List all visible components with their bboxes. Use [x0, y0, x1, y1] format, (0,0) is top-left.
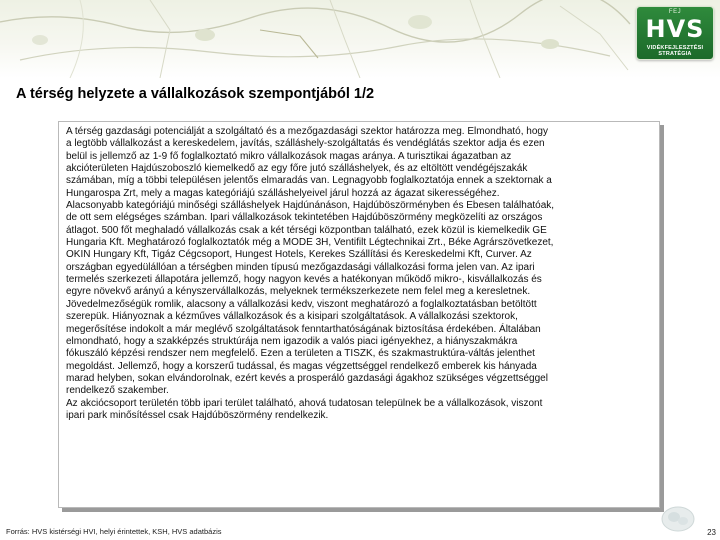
map-illustration: [0, 0, 720, 78]
map-banner: [0, 0, 720, 78]
hvs-logo: [636, 6, 714, 60]
logo-main-text: HVS: [645, 15, 705, 43]
page-title: A térség helyzete a vállalkozások szempontjából 1/2: [16, 86, 375, 102]
page-number: 23: [707, 528, 716, 537]
body-text: A térség gazdasági potenciálját a szolgáltató és a mezőgazdasági szektor határozza meg. Elmondható, hogy a legtöbb vállalkozást a kereskedelem, javítás, szálláshely-szolgáltatás és vendéglátás szektor adja és ezen belül is jellemző az 1-9 fő foglalkoztató mikro vállalkozások magas aránya. A turisztikai ágazatban az akcióterületen Hajdúszoboszló kiemelkedő az egy főre jutó szálláshelyek, és az eltöltött vendégéjszakák számában, míg a többi településen jelentős elmaradás van. Legnagyobb foglalkoztatója ennek a szektornak a Hungarospa Zrt, mely a magas kategóriájú szálláshelyeivel járul hozzá az ágazat sikerességéhez. Alacsonyabb kategóriájú minőségi szálláshelyek Hajdúnánáson, Hajdúböszörményben és Ebesen találhatóak, de ott sem elégséges számban. Ipari vállalkozások tekintetében Hajdúböszörmény megközelíti az országos átlagot. 500 főt meghaladó vállalkozás csak a két térségi központban található, ezek közül is kiemelkedik GE Hungaria Kft. Meghatározó foglalkoztatók még a MODE 3H, Ventifilt Légtechnikai Zrt., Béke Agrárszövetkezet, OKIN Hungary Kft, Tigáz Cégcsoport, Hungest Hotels, Kerekes Szállítási és Kereskedelmi Kft, Curver. Az országban egyedülállóan a térségben minden típusú mezőgazdasági vállalkozási forma jelen van. Az ipari termelés szerkezeti állapotára jellemző, hogy nagyon kevés a hatékonyan működő mikro-, kisvállalkozás és egyre növekvő arányú a kényszervállalkozás, melyeknek termékszerkezete nem felel meg a keresletnek. Jövedelmezőségük romlik, alacsony a vállalkozási kedv, viszont meghatározó a foglalkoztatásban betöltött szerepük. Hiányoznak a kézműves vállalkozások és a kisipari szolgáltatások. A vállalkozási szektorok, megerősítése indokolt a már meglévő szolgáltatások fenntarthatóságának biztosítása érdekében. Általában elmondható, hogy a szakképzés struktúrája nem igazodik a valós piaci igényekhez, a hiányszakmákra fókuszáló képzési rendszer nem megfelelő. Ezen a területen a TISZK, és szakmastruktúra-váltás jelenthet megoldást. Jellemző, hogy a korszerű tudással, és magas végzettséggel rendelkező emberek kis hányada marad helyben, sokan elvándorolnak, ezért kevés a prosperáló gazdasági ágakhoz szükséges végzettséggel rendelkező szakember. Az akciócsoport területén több ipari terület található, ahová tudatosan települnek be a vállalkozások, viszont ipari park minősítéssel csak Hajdúböszörmény rendelkezik.: [66, 126, 555, 421]
logo-top-text: FEJ: [668, 9, 682, 15]
logo-subtitle: VIDÉKFEJLESZTÉSI STRATÉGIA: [646, 45, 704, 57]
watermark-logo-icon: [660, 504, 696, 534]
source-note: Forrás: HVS kistérségi HVI, helyi érintettek, KSH, HVS adatbázis: [6, 527, 222, 536]
content-box: [58, 121, 660, 508]
